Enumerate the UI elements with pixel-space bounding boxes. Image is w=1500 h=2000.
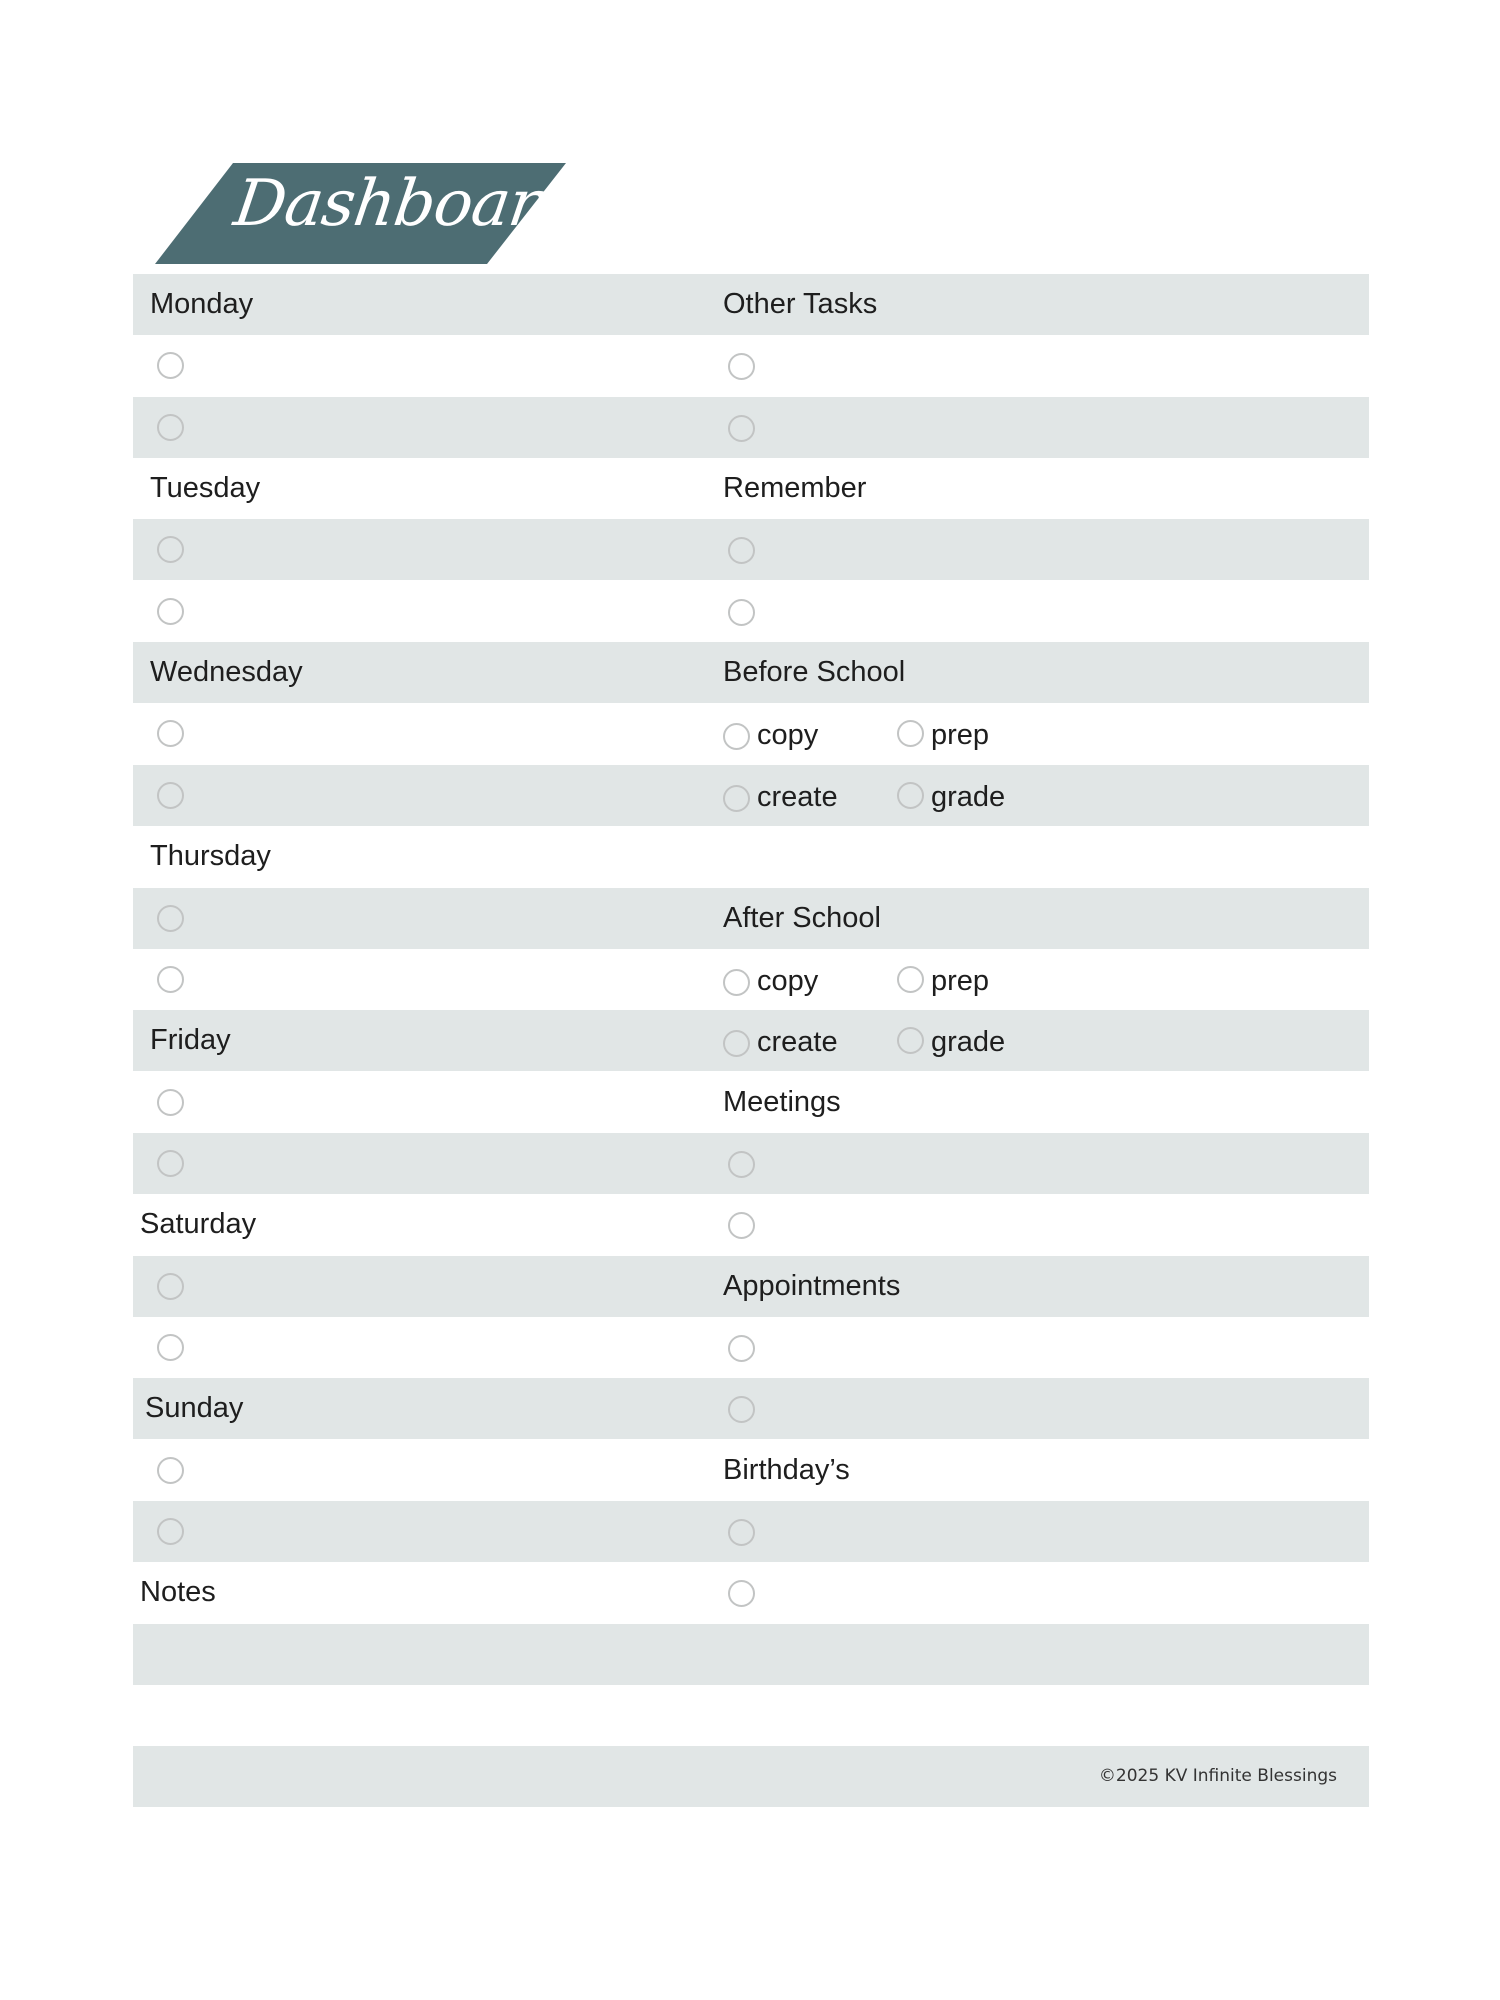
checkbox-copy[interactable] bbox=[723, 969, 750, 996]
checkbox[interactable] bbox=[157, 1089, 184, 1116]
checkbox[interactable] bbox=[157, 1273, 184, 1300]
checkbox[interactable] bbox=[728, 415, 755, 442]
checkbox-copy[interactable] bbox=[723, 723, 750, 750]
checkbox[interactable] bbox=[157, 414, 184, 441]
option-label-create: create bbox=[757, 1026, 838, 1058]
checkbox-grade[interactable] bbox=[897, 1027, 924, 1054]
section-label-saturday: Saturday bbox=[140, 1208, 257, 1240]
checkbox[interactable] bbox=[157, 1334, 184, 1361]
checkbox[interactable] bbox=[157, 720, 184, 747]
section-label-thursday: Thursday bbox=[150, 840, 271, 872]
checkbox[interactable] bbox=[157, 966, 184, 993]
checkbox[interactable] bbox=[728, 537, 755, 564]
checkbox[interactable] bbox=[728, 1335, 755, 1362]
option-label-prep: prep bbox=[931, 719, 990, 751]
checkbox[interactable] bbox=[728, 1212, 755, 1239]
section-label-other-tasks: Other Tasks bbox=[723, 288, 878, 320]
section-label-friday: Friday bbox=[150, 1024, 231, 1056]
copyright-text: ©2025 KV Infinite Blessings bbox=[1098, 1766, 1337, 1786]
option-label-prep: prep bbox=[931, 965, 990, 997]
checkbox[interactable] bbox=[157, 905, 184, 932]
section-label-appointments: Appointments bbox=[723, 1270, 901, 1302]
checkbox[interactable] bbox=[157, 536, 184, 563]
section-label-after-school: After School bbox=[723, 902, 881, 934]
checkbox[interactable] bbox=[728, 353, 755, 380]
checkbox-prep[interactable] bbox=[897, 966, 924, 993]
option-label-grade: grade bbox=[931, 1026, 1006, 1058]
section-label-notes: Notes bbox=[140, 1576, 216, 1608]
section-label-before-school: Before School bbox=[723, 656, 906, 688]
option-label-grade: grade bbox=[931, 781, 1006, 813]
checkbox[interactable] bbox=[157, 352, 184, 379]
checkbox[interactable] bbox=[728, 599, 755, 626]
checkbox[interactable] bbox=[157, 1150, 184, 1177]
option-label-copy: copy bbox=[757, 719, 819, 751]
section-label-wednesday: Wednesday bbox=[150, 656, 303, 688]
option-label-create: create bbox=[757, 781, 838, 813]
option-label-copy: copy bbox=[757, 965, 819, 997]
checkbox[interactable] bbox=[728, 1396, 755, 1423]
row-stripe bbox=[133, 1624, 1369, 1685]
row-stripe bbox=[133, 1010, 1369, 1071]
checkbox-prep[interactable] bbox=[897, 720, 924, 747]
section-label-monday: Monday bbox=[150, 288, 254, 320]
checkbox[interactable] bbox=[728, 1151, 755, 1178]
section-label-birthday-s: Birthday’s bbox=[723, 1454, 850, 1486]
checkbox[interactable] bbox=[728, 1580, 755, 1607]
checkbox[interactable] bbox=[157, 782, 184, 809]
section-label-meetings: Meetings bbox=[723, 1086, 841, 1118]
dashboard-banner bbox=[155, 163, 584, 264]
checkbox[interactable] bbox=[157, 1518, 184, 1545]
section-label-remember: Remember bbox=[723, 472, 867, 504]
checkbox[interactable] bbox=[157, 1457, 184, 1484]
page-title: Dashboard bbox=[229, 167, 584, 241]
section-label-tuesday: Tuesday bbox=[150, 472, 261, 504]
section-label-sunday: Sunday bbox=[145, 1392, 244, 1424]
checkbox[interactable] bbox=[157, 598, 184, 625]
checkbox-create[interactable] bbox=[723, 1030, 750, 1057]
checkbox-grade[interactable] bbox=[897, 782, 924, 809]
checkbox[interactable] bbox=[728, 1519, 755, 1546]
row-stripe bbox=[133, 765, 1369, 826]
checkbox-create[interactable] bbox=[723, 785, 750, 812]
